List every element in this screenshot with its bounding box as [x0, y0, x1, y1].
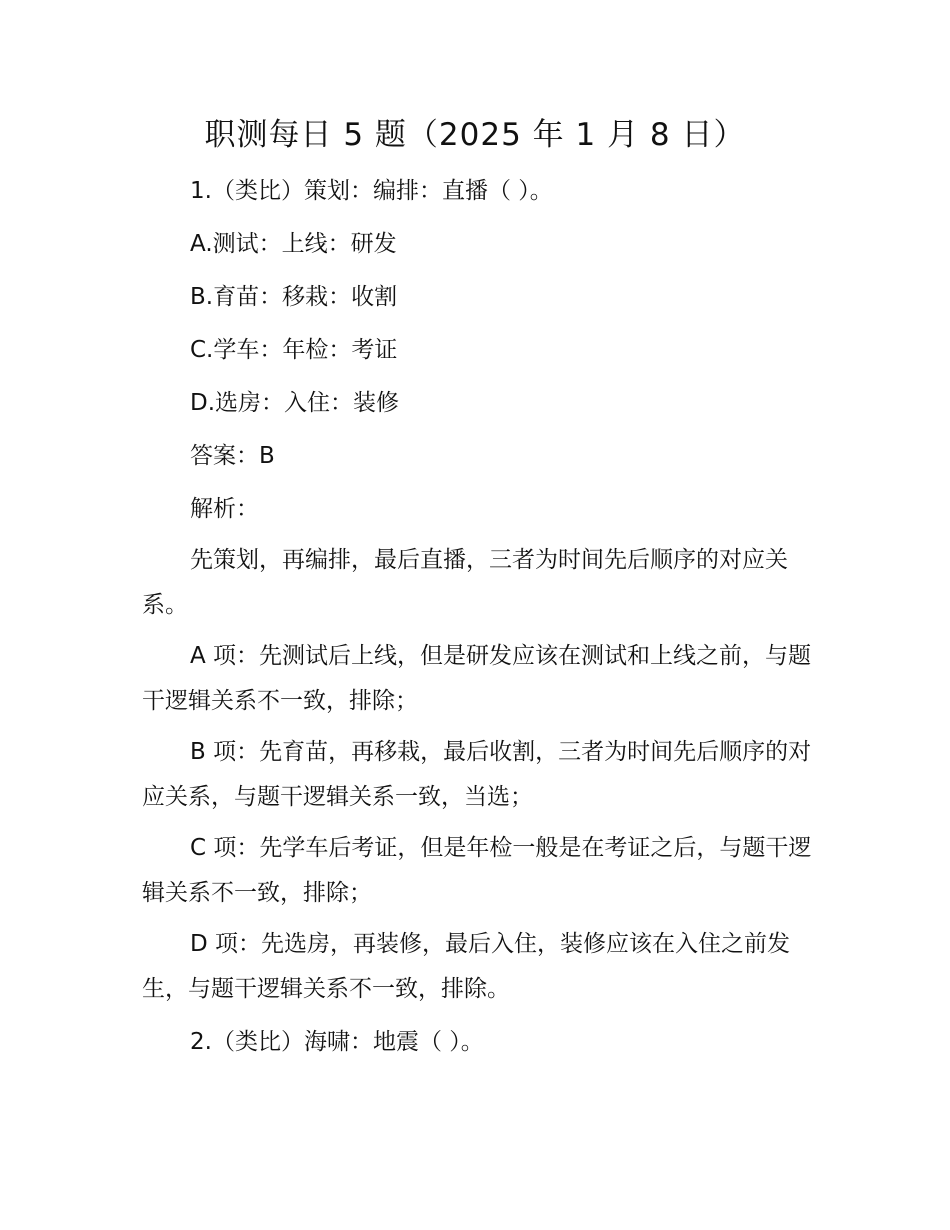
analysis-option-c: C 项：先学车后考证，但是年检一般是在考证之后，与题干逻辑关系不一致，排除； [142, 835, 812, 906]
question-1-stem: 1.（类比）策划：编排：直播（ ）。 [190, 178, 553, 204]
question-1-answer: 答案：B [190, 443, 275, 469]
page-title: 职测每日 5 题（2025 年 1 月 8 日） [204, 117, 746, 153]
question-1-option-b: B.育苗：移栽：收割 [190, 284, 398, 310]
analysis-label: 解析： [190, 496, 259, 522]
question-1-option-a: A.测试：上线：研发 [190, 231, 397, 257]
analysis-option-b: B 项：先育苗，再移栽，最后收割，三者为时间先后顺序的对应关系，与题干逻辑关系一致，当选； [142, 739, 812, 810]
analysis-option-d: D 项：先选房，再装修，最后入住，装修应该在入住之前发生，与题干逻辑关系不一致，排除。 [142, 931, 791, 1002]
question-1-option-d: D.选房：入住：装修 [190, 390, 400, 416]
question-1-option-c: C.学车：年检：考证 [190, 337, 398, 363]
question-2-stem: 2.（类比）海啸：地震（ ）。 [190, 1029, 484, 1055]
analysis-paragraph: 先策划，再编排，最后直播，三者为时间先后顺序的对应关系。 [142, 547, 788, 618]
analysis-option-a: A 项：先测试后上线，但是研发应该在测试和上线之前，与题干逻辑关系不一致，排除； [142, 643, 812, 714]
